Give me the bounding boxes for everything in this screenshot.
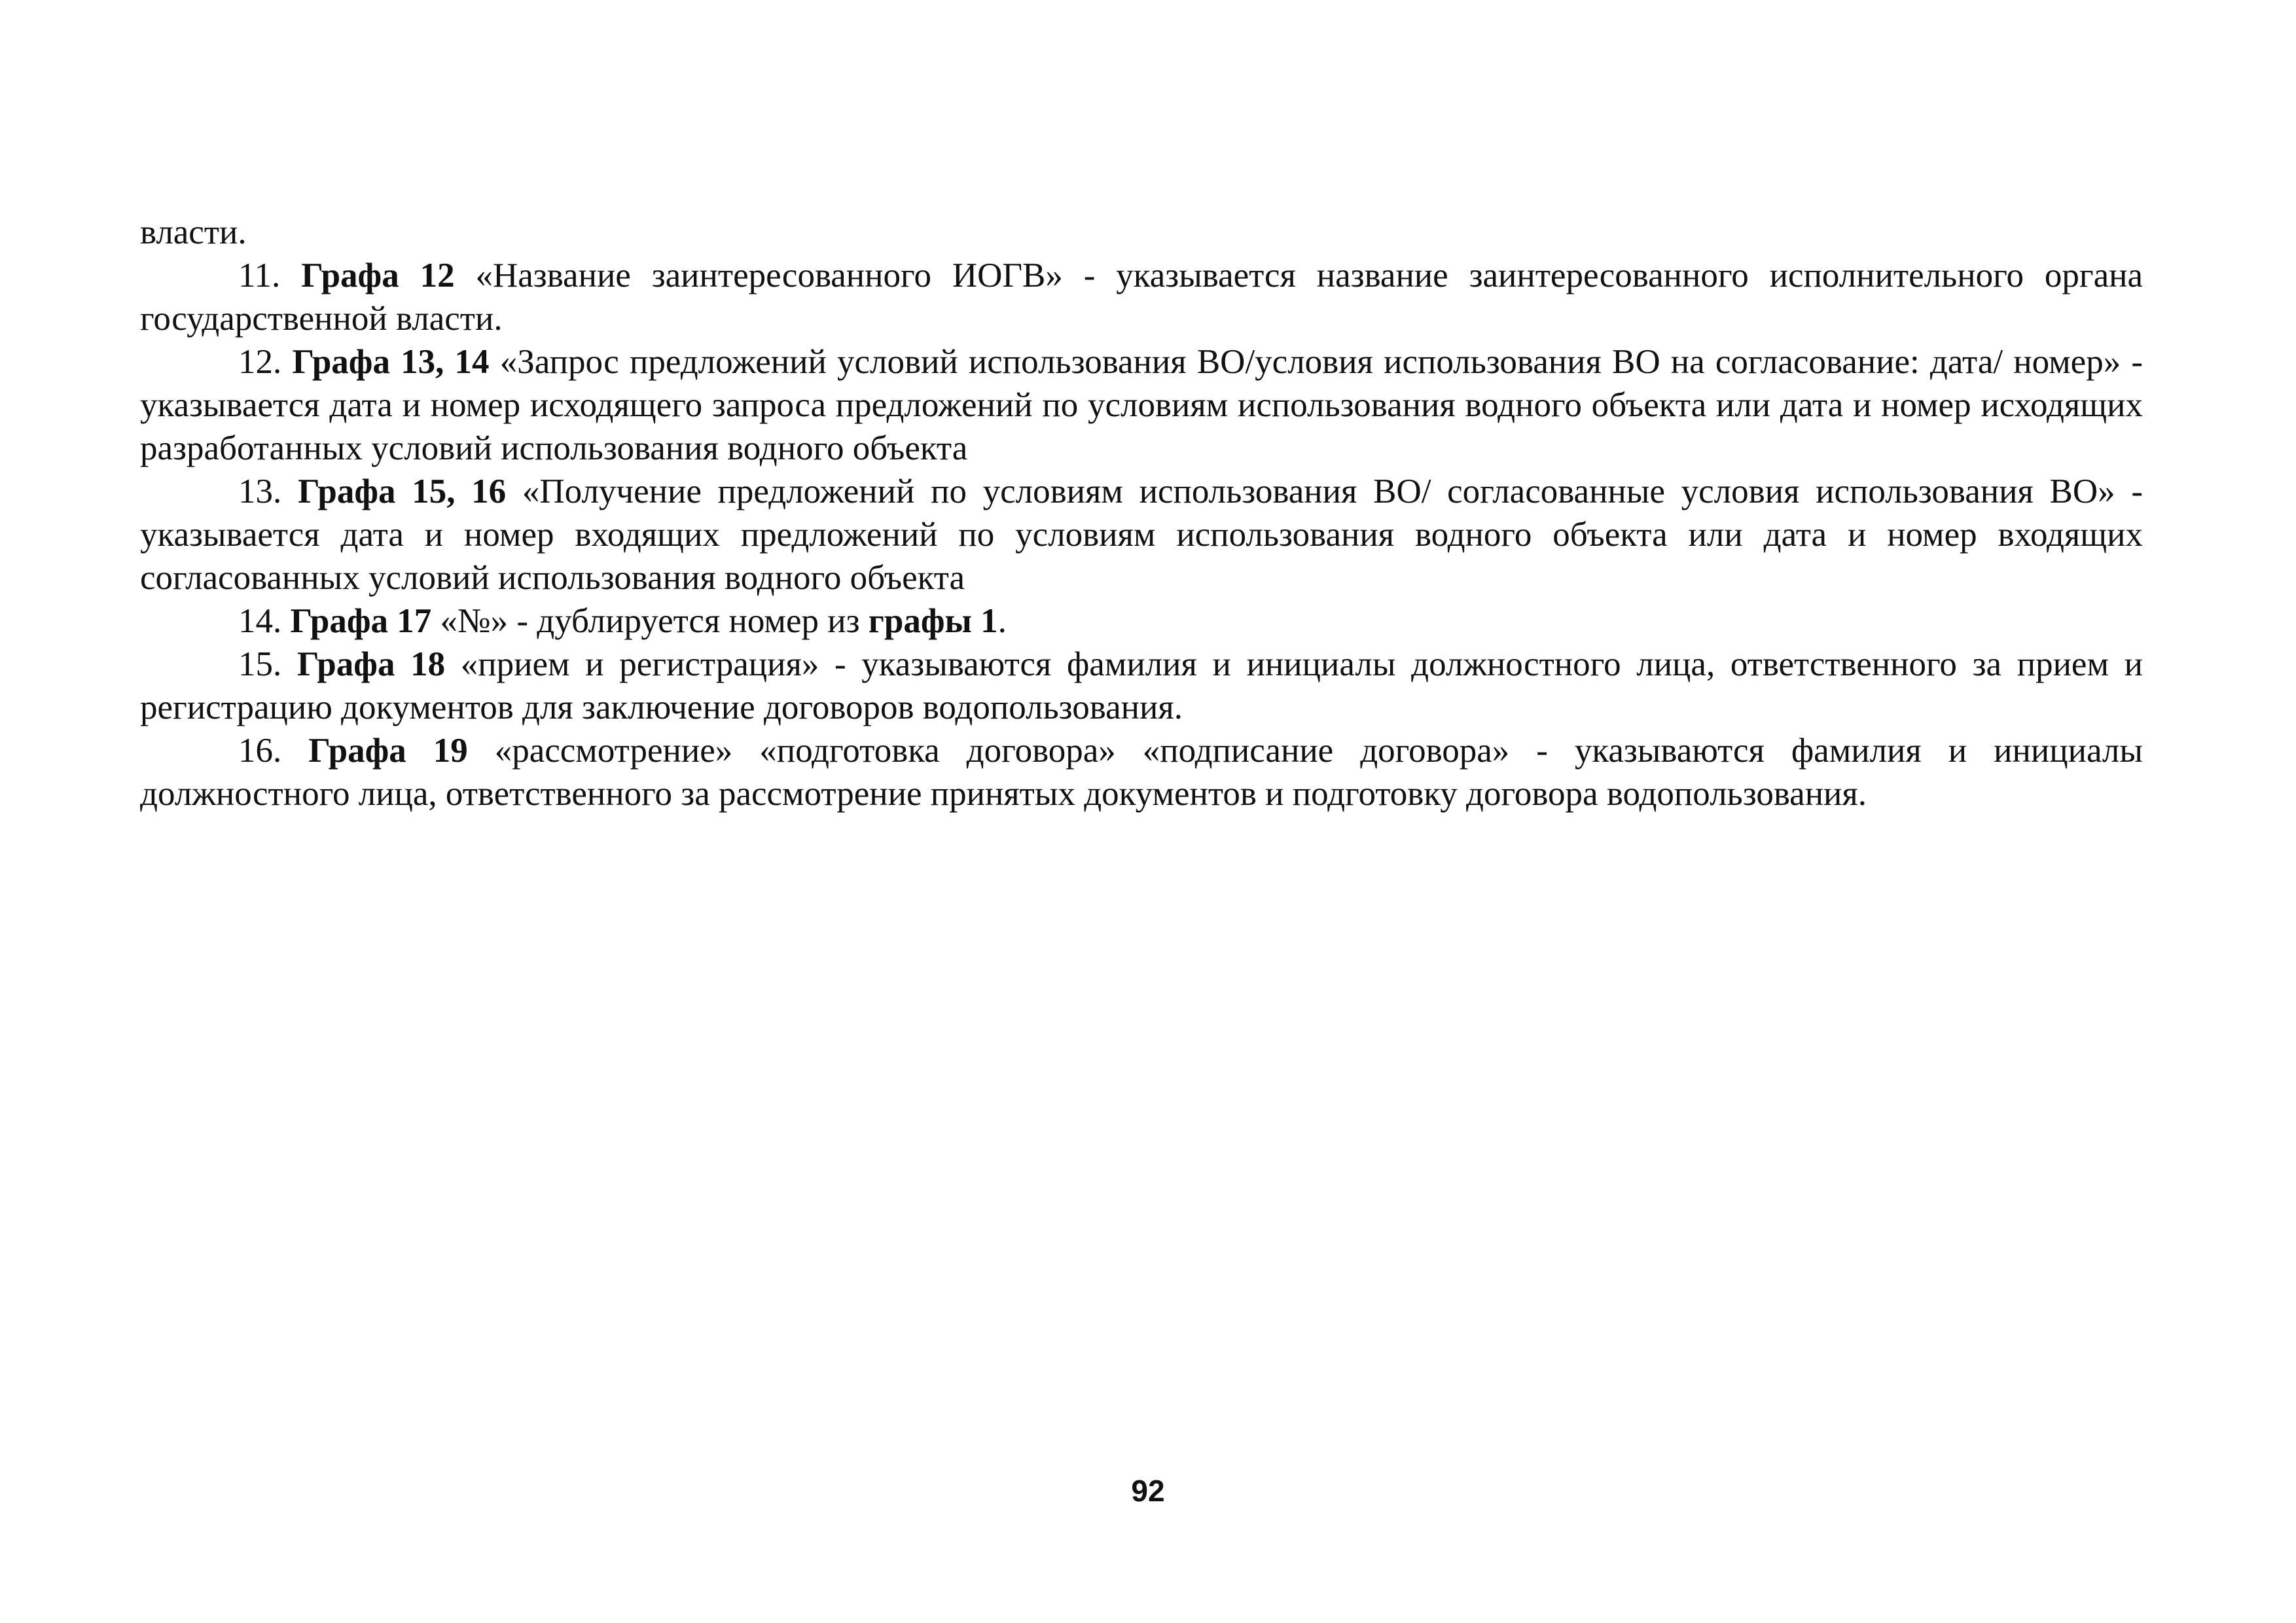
document-body — [140, 211, 2143, 815]
paragraph-12 — [140, 340, 2143, 470]
paragraph-text: «рассмотрение» «подготовка договора» «подписание договора» - указываются фамилия и инициалы должностного лица, ответственного за рассмотрение принятых документов и подготовку договора водопользования. — [140, 732, 2143, 813]
column-reference: Графа 13, 14 — [292, 343, 490, 381]
paragraph-14 — [140, 599, 2143, 643]
paragraph-end: . — [997, 602, 1007, 640]
paragraph-11 — [140, 254, 2143, 340]
paragraph-16 — [140, 729, 2143, 815]
page-number: 92 — [1131, 1474, 1165, 1508]
paragraph-number: 16. — [238, 732, 282, 770]
paragraph-number: 14. — [238, 602, 282, 640]
column-reference: Графа 19 — [308, 732, 468, 770]
paragraph-text: «№» - дублируется номер из — [440, 602, 860, 640]
paragraph-number: 11. — [238, 257, 281, 294]
column-reference: Графа 12 — [301, 257, 455, 294]
paragraph-text: «Название заинтересованного ИОГВ» - указывается название заинтересованного исполнительного органа государственной власти. — [140, 257, 2144, 338]
paragraph-13 — [140, 470, 2143, 599]
paragraph-number: 12. — [238, 343, 282, 381]
column-reference-inline: графы 1 — [868, 602, 998, 640]
column-reference: Графа 17 — [290, 602, 432, 640]
column-reference: Графа 18 — [296, 645, 446, 683]
paragraph-text: «Получение предложений по условиям использования ВО/ согласованные условия использования ВО» - указывается дата и номер входящих предложений по условиям использования водного объекта или дата и номер входящих согласованных условий использования водного объекта — [140, 473, 2144, 597]
paragraph-number: 13. — [238, 473, 282, 510]
paragraph-number: 15. — [238, 645, 282, 683]
column-reference: Графа 15, 16 — [297, 473, 507, 510]
paragraph-text: «прием и регистрация» - указываются фамилия и инициалы должностного лица, ответственного за прием и регистрацию документов для заключение договоров водопользования. — [140, 645, 2144, 726]
paragraph-text: «Запрос предложений условий использования ВО/условия использования ВО на согласование: дата/ номер» - указывается дата и номер исходящего запроса предложений по условиям использования водного объекта или дата и номер исходящих разработанных условий использования водного объекта — [140, 343, 2144, 467]
continuation-text: власти. — [140, 213, 247, 251]
paragraph-15 — [140, 643, 2143, 729]
